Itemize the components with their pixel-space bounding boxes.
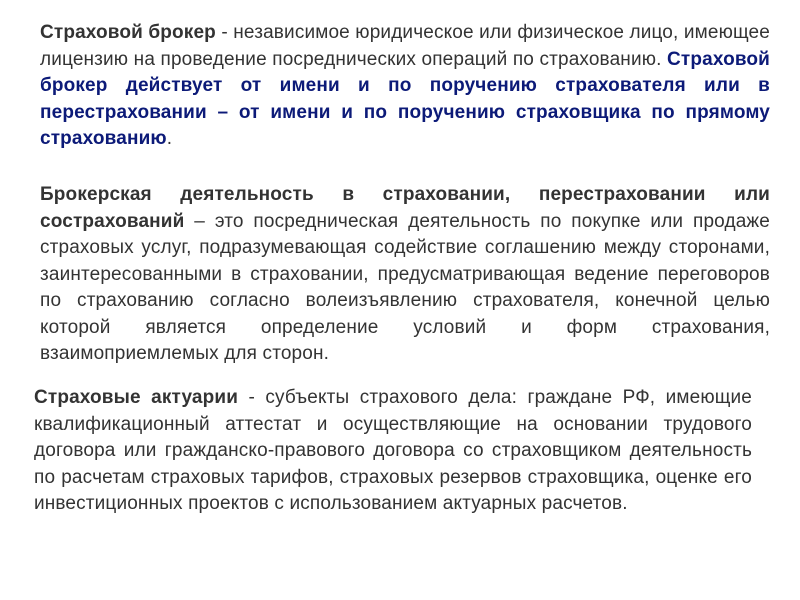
actuaries-definition: - субъекты страхового дела: граждане РФ, имеющие квалификационный аттестат и осуществляющие на основании трудового договора или гражданско-правового договора со страховщиком деятельность по расчетам страховых тарифов, страховых резервов страховщика, оценке его инвестиционных проектов с использованием актуарных расчетов. xyxy=(34,387,752,514)
actuaries-paragraph xyxy=(34,385,752,518)
brokerage-activity-paragraph xyxy=(40,182,770,368)
actuaries-term: Страховые актуарии xyxy=(34,387,239,408)
broker-highlight-text: Страховой брокер действует от имени и по поручению страхователя или в перестраховании – от имени и по поручению страховщика по прямому страхованию xyxy=(40,48,770,149)
brokerage-activity-term: Брокерская деятельность в страховании, перестраховании или сострахований xyxy=(40,184,770,232)
broker-highlight-end: . xyxy=(166,128,173,149)
brokerage-activity-definition: – это посредническая деятельность по покупке или продаже страховых услуг, подразумевающая содействие соглашению между сторонами, заинтересованными в страховании, предусматривающая ведение переговоров по страхованию согласно волеизъявлению страхователя, конечной целью которой является определение условий и форм страхования, взаимоприемлемых для сторон. xyxy=(40,210,770,364)
broker-definition-text: - независимое юридическое или физическое лицо, имеющее лицензию на проведение посреднических операций по страхованию. xyxy=(40,22,770,70)
broker-term: Страховой брокер xyxy=(40,22,216,43)
broker-definition-paragraph xyxy=(40,20,770,153)
